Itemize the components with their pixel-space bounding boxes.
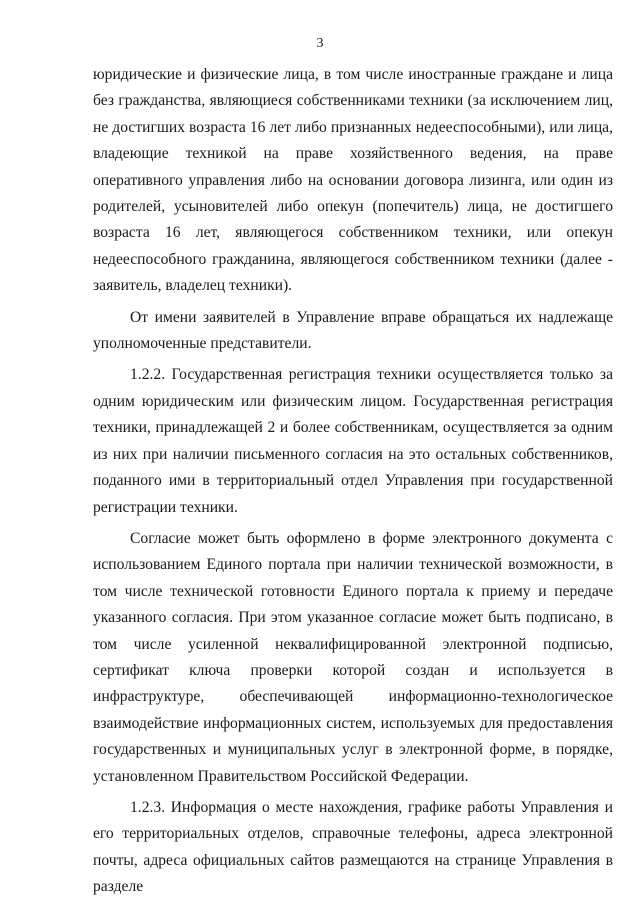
- page-number: 3: [316, 36, 324, 51]
- paragraph-consent: Согласие может быть оформлено в форме электронного документа с использованием Единого портала при наличии технической возможности, в том числе технической готовности Единого портала к приему и передаче указанного согласия. При этом указанное согласие может быть подписано, в том числе усиленной неквалифицированной электронной подписью, сертификат ключа проверки которой создан и используется в инфраструктуре, обеспечивающей информационно-технологическое взаимодействие информационных систем, используемых для предоставления государственных и муниципальных услуг в электронной форме, в порядке, установленном Правительством Российской Федерации.: [93, 529, 613, 785]
- paragraph-representatives: От имени заявителей в Управление вправе обращаться их надлежаще уполномоченные представители.: [93, 308, 613, 353]
- paragraph-1-2-3: 1.2.3. Информация о месте нахождения, графике работы Управления и его территориальных отделов, справочные телефоны, адреса электронной почты, адреса официальных сайтов размещаются на странице Управления в разделе: [93, 798, 613, 896]
- paragraph-1-2-2: 1.2.2. Государственная регистрация техники осуществляется только за одним юридическим или физическим лицом. Государственная регистрация техники, принадлежащей 2 и более собственникам, осуществляется за одним из них при наличии письменного согласия на это остальных собственников, поданного ими в территориальный отдел Управления при государственной регистрации техники.: [93, 366, 613, 516]
- document-body: [93, 62, 613, 901]
- paragraph-continuation: юридические и физические лица, в том числе иностранные граждане и лица без гражданства, являющиеся собственниками техники (за исключением лиц, не достигших возраста 16 лет либо признанных недееспособными), или лица, владеющие техникой на праве хозяйственного ведения, на праве оперативного управления либо на основании договора лизинга, или один из родителей, усыновителей либо опекун (попечитель) лица, не достигшего возраста 16 лет, являющегося собственником техники, или опекун недееспособного гражданина, являющегося собственником техники (далее - заявитель, владелец техники).: [93, 66, 613, 295]
